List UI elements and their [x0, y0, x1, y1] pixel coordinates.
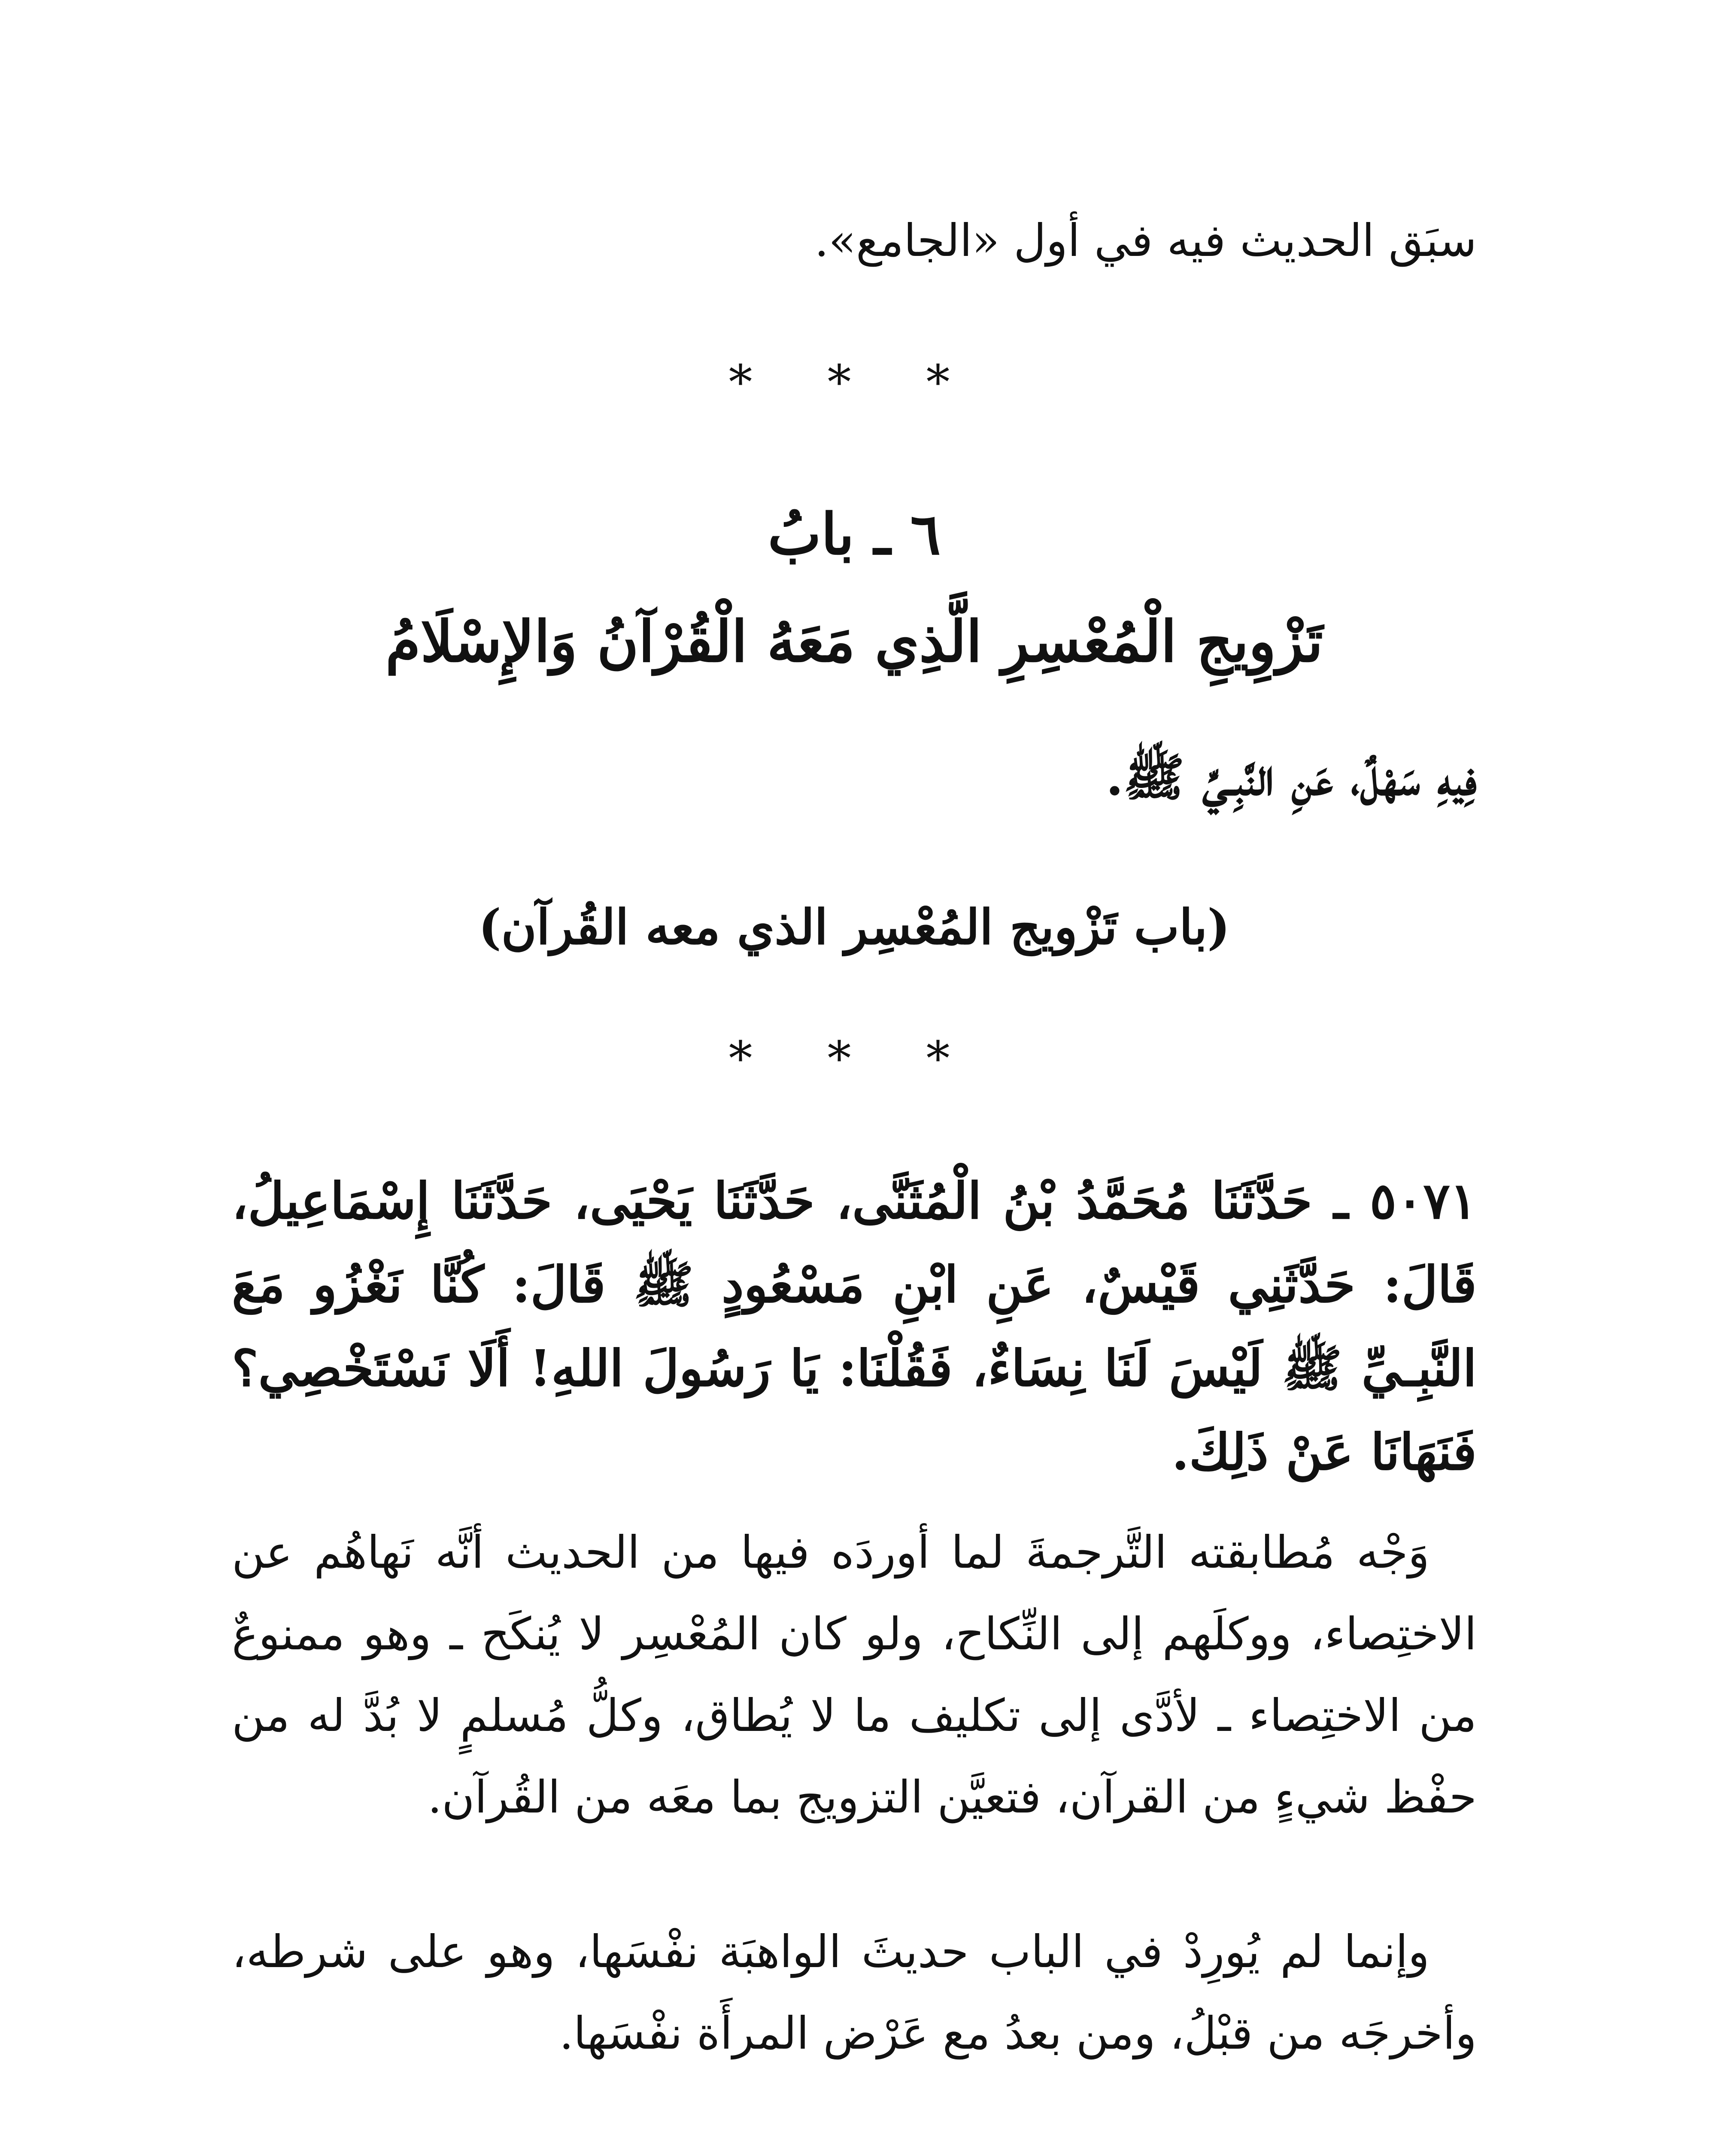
chapter-narrator-note: فِيهِ سَهْلٌ، عَنِ النَّبِـيِّ ﷺ.	[1105, 747, 1477, 807]
chapter-parenthetical-heading: (باب تَزْويج المُعْسِر الذي معه القُرآن)	[478, 899, 1230, 955]
intro-line: سبَق الحديث فيه في أول «الجامع».	[814, 214, 1477, 267]
commentary-paragraph: وَجْه مُطابقته التَّرجمةَ لما أوردَه فيها من الحديث أنَّه نَهاهُم عن الاختِصاء، ووكلَهم إلى النِّكاح، ولو كان المُعْسِر لا يُنكَح ـ وهو ممنوعٌ من الاختِصاء ـ لأدَّى إلى تكليف ما لا يُطاق، وكلُّ مُسلمٍ لا بُدَّ له من حفْظ شيءٍ من القرآن، فتعيَّن التزويج بما معَه من القُرآن.	[232, 1526, 1477, 1823]
chapter-number: ٦ ـ بابُ	[768, 501, 941, 568]
chapter-title: تَزْوِيجِ الْمُعْسِرِ الَّذِي مَعَهُ الْقُرْآنُ وَالإِسْلَامُ	[385, 608, 1323, 675]
section-separator: * * *	[728, 355, 980, 410]
hadith-text: ٥٠٧١ ـ حَدَّثَنَا مُحَمَّدُ بْنُ الْمُثَنَّى، حَدَّثَنَا يَحْيَى، حَدَّثَنَا إِسْمَاعِيلُ، قَالَ: حَدَّثَنِي قَيْسٌ، عَنِ ابْنِ مَسْعُودٍ ﷺ قَالَ: كُنَّا نَغْزُو مَعَ النَّبِـيِّ ﷺ لَيْسَ لَنَا نِسَاءٌ، فَقُلْنَا: يَا رَسُولَ اللهِ! أَلَا نَسْتَخْصِي؟ فَنَهَانَا عَنْ ذَلِكَ.	[232, 1172, 1477, 1481]
section-separator: * * *	[728, 1031, 980, 1086]
commentary-paragraph: وإنما لم يُورِدْ في الباب حديثَ الواهبَة نفْسَها، وهو على شرطه، وأخرجَه من قبْلُ، ومن بعدُ مع عَرْض المرأَة نفْسَها.	[232, 1925, 1477, 2059]
